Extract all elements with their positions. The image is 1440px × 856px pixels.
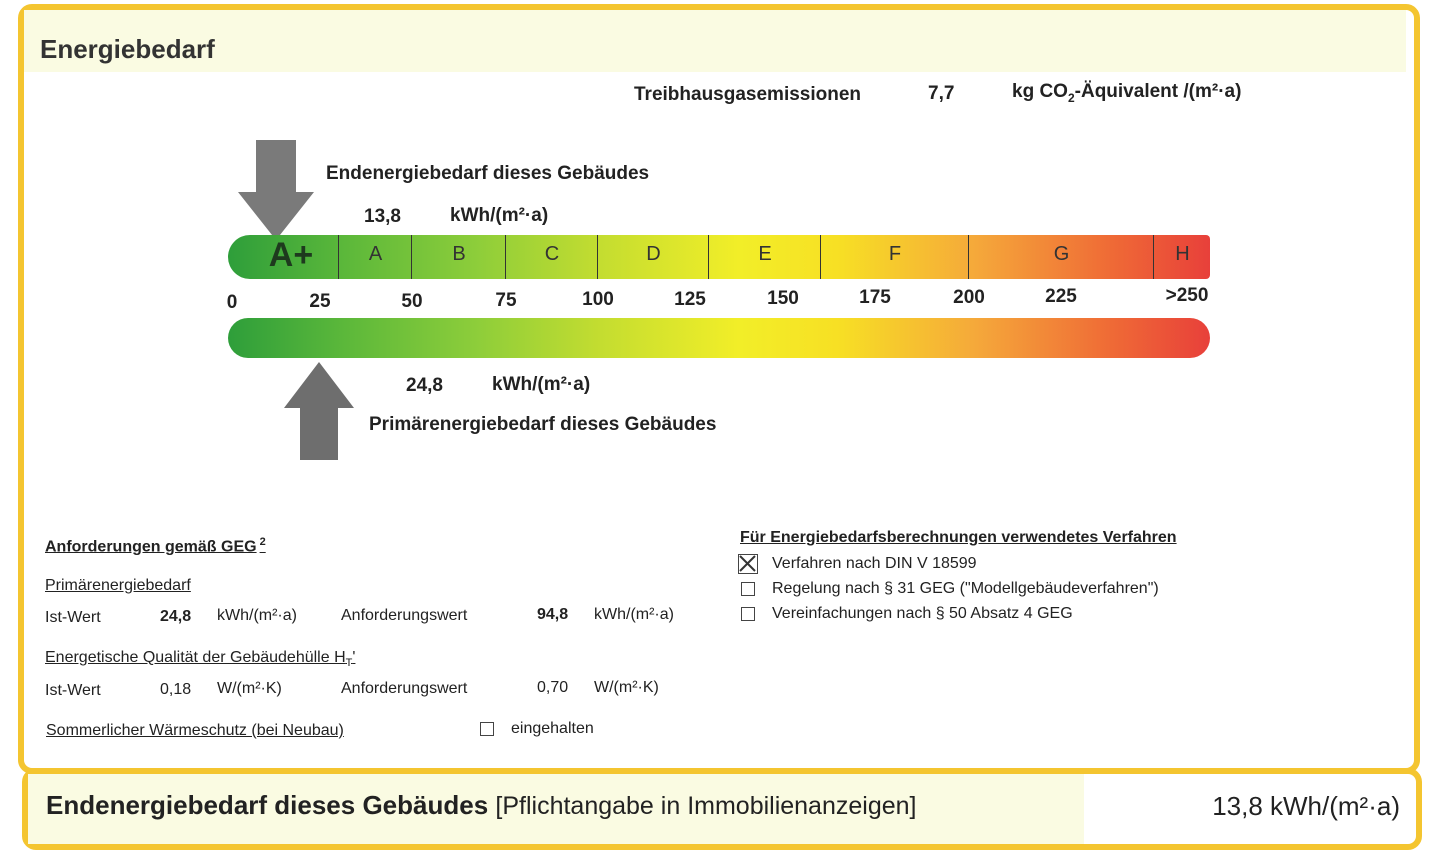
- end-energy-label: Endenergiebedarf dieses Gebäudes: [326, 163, 650, 184]
- primary-energy-value: 24,8: [406, 375, 443, 396]
- footer-text: Endenergiebedarf dieses Gebäudes [Pflichtangabe in Immobilienanzeigen]: [46, 790, 917, 820]
- envelope-req-unit: W/(m²·K): [594, 679, 659, 696]
- scale-tick-label: 25: [309, 291, 331, 312]
- primary-ist-unit: kWh/(m²·a): [217, 607, 297, 624]
- energy-class-h: [1153, 235, 1210, 279]
- primary-energy-arrow-icon: [284, 362, 354, 460]
- energy-class-label: H: [1175, 243, 1190, 265]
- method-option-label: Regelung nach § 31 GEG ("Modellgebäudeverfahren"): [772, 580, 1159, 597]
- primary-energy-unit: kWh/(m²·a): [492, 374, 591, 395]
- method-option-label: Verfahren nach DIN V 18599: [772, 555, 977, 572]
- summer-check-label: eingehalten: [511, 720, 594, 737]
- requirements-title: Anforderungen gemäß GEG $^2$: [45, 536, 266, 556]
- primary-req-unit: kWh/(m²·a): [594, 606, 674, 623]
- primary-energy-label: Primärenergiebedarf dieses Gebäudes: [369, 414, 717, 435]
- envelope-ist-value: 0,18: [160, 681, 192, 698]
- scale-tick-label: 175: [859, 287, 891, 308]
- energy-class-label: A: [368, 243, 383, 265]
- scale-tick-label: >250: [1165, 285, 1209, 306]
- energy-class-scale: [228, 235, 1210, 279]
- footer-value: 13,8 kWh/(m²·a): [1212, 791, 1400, 821]
- end-energy-unit: kWh/(m²·a): [450, 205, 549, 226]
- energy-class-f: [820, 235, 968, 279]
- primary-requirement-title: Primärenergiebedarf: [45, 577, 191, 594]
- energy-class-label: D: [646, 243, 661, 265]
- energy-class-c: [505, 235, 597, 279]
- energy-class-a: [338, 235, 411, 279]
- method-option-label: Vereinfachungen nach § 50 Absatz 4 GEG: [772, 605, 1073, 622]
- envelope-req-label: Anforderungswert: [341, 680, 468, 697]
- envelope-title: Energetische Qualität der Gebäudehülle $H_T'$: [45, 649, 356, 670]
- envelope-ist-unit: W/(m²·K): [217, 680, 282, 697]
- end-energy-value: 13,8: [364, 206, 401, 227]
- section-header-band: [24, 10, 1406, 72]
- method-checkbox[interactable]: [741, 582, 755, 596]
- energy-class-label: G: [1053, 243, 1070, 265]
- primary-ist-value: 24,8: [160, 608, 192, 625]
- primary-ist-label: Ist-Wert: [45, 609, 101, 626]
- summer-protection-title: Sommerlicher Wärmeschutz (bei Neubau): [46, 722, 344, 739]
- emissions-label: Treibhausgasemissionen: [634, 84, 862, 105]
- scale-tick-label: 125: [674, 289, 706, 310]
- emissions-unit: kg $CO_2$-Äquivalent /(m²·a): [1012, 81, 1242, 105]
- method-checkbox[interactable]: [741, 607, 755, 621]
- scale-tick-label: 50: [401, 291, 423, 312]
- energy-class-d: [597, 235, 708, 279]
- methods-title: Für Energiebedarfsberechnungen verwendetes Verfahren: [740, 529, 1177, 546]
- end-energy-arrow-icon: [238, 140, 314, 240]
- scale-tick-label: 75: [495, 290, 517, 311]
- envelope-req-value: 0,70: [537, 679, 569, 696]
- energy-class-label: C: [544, 243, 560, 265]
- scale-tick-label: 0: [226, 292, 238, 313]
- method-checkbox[interactable]: [738, 554, 758, 574]
- energy-class-label: B: [452, 243, 466, 265]
- checked-x-icon: [739, 555, 756, 572]
- primary-req-value: 94,8: [537, 606, 569, 623]
- scale-tick-label: 100: [582, 289, 614, 310]
- energy-gradient-bar: [228, 318, 1210, 358]
- scale-tick-label: 225: [1045, 286, 1077, 307]
- energy-class-g: [968, 235, 1153, 279]
- energy-class-e: [708, 235, 820, 279]
- scale-tick-label: 200: [953, 287, 985, 308]
- energy-class-label: A+: [268, 236, 314, 274]
- emissions-value: 7,7: [928, 83, 955, 104]
- energy-class-label: E: [758, 243, 772, 265]
- energy-class-label: F: [888, 243, 902, 265]
- primary-req-label: Anforderungswert: [341, 607, 468, 624]
- envelope-ist-label: Ist-Wert: [45, 682, 101, 699]
- energy-class-a-plus: [228, 235, 338, 279]
- scale-tick-label: 150: [767, 288, 799, 309]
- summer-checkbox[interactable]: [480, 722, 494, 736]
- section-title: Energiebedarf: [40, 34, 215, 64]
- energy-class-b: [411, 235, 505, 279]
